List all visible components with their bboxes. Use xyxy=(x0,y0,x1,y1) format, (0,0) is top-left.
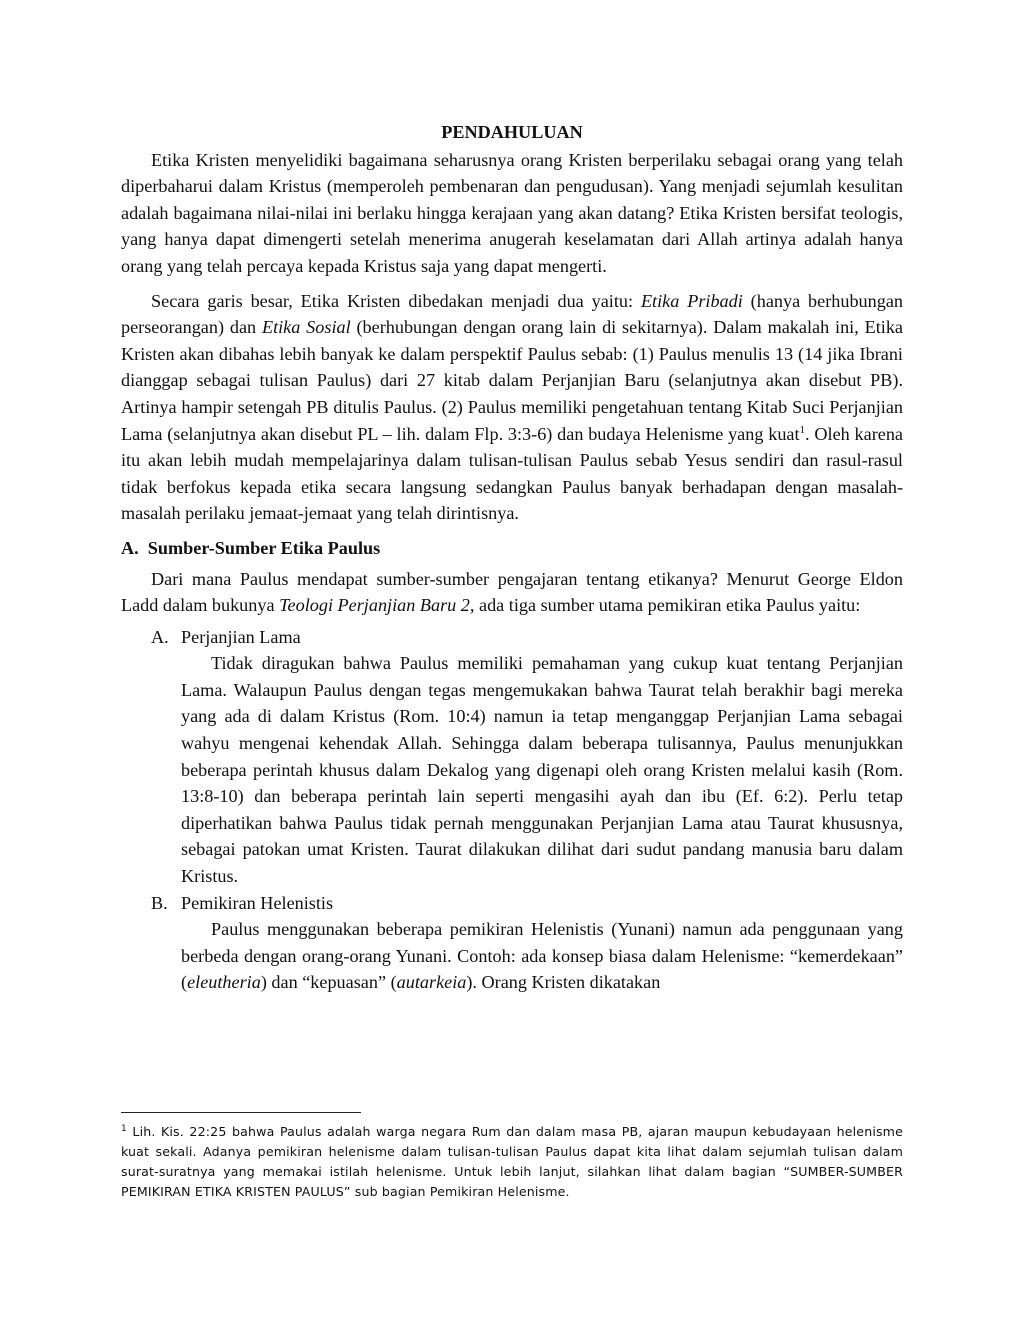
list-item-title: Pemikiran Helenistis xyxy=(181,892,334,913)
text-run: Secara garis besar, Etika Kristen dibedakan menjadi dua yaitu: xyxy=(151,290,641,311)
text-run: (hanya berhubungan perseorangan) dan xyxy=(121,290,904,338)
intro-paragraph-2 xyxy=(121,288,903,527)
list-item-paragraph: Tidak diragukan bahwa Paulus memiliki pemahaman yang cukup kuat tentang Perjanjian Lama. Walaupun Paulus dengan tegas mengemukakan bahwa Taurat telah berakhir bagi mereka yang ada di dalam Kristus (Rom. 10:4) namun ia tetap menganggap Perjanjian Lama sebagai wahyu mengenai kehendak Allah. Sehingga dalam beberapa tulisannya, Paulus menunjukkan beberapa perintah khusus dalam Dekalog yang digenapi oleh orang Kristen melalui kasih (Rom. 13:8-10) dan beberapa perintah lain seperti mengasihi ayah dan ibu (Ef. 6:2). Perlu tetap diperhatikan bahwa Paulus tidak pernah menggunakan Perjanjian Lama atau Taurat khususnya, sebagai patokan umat Kristen. Taurat dilakukan dilihat dari sudut pandang manusia baru dalam Kristus. xyxy=(181,653,903,887)
text-run: (berhubungan dengan orang lain di sekitarnya). Dalam makalah ini, Etika Kristen akan dibahas lebih banyak ke dalam perspektif Paulus sebab: (1) Paulus menulis 13 (14 jika Ibrani dianggap sebagai tulisan Paulus) dari 27 kitab dalam Perjanjian Baru (selanjutnya akan disebut PB). Artinya hampir setengah PB ditulis Paulus. (2) Paulus memiliki pengetahuan tentang Kitab Suci Perjanjian Lama (selanjutnya akan disebut PL – lih. dalam Flp. 3:3-6) dan budaya Helenisme yang kuat xyxy=(121,317,903,444)
list-item-title: Perjanjian Lama xyxy=(181,626,301,647)
book-title: Teologi Perjanjian Baru 2 xyxy=(279,595,470,616)
list-item-heading xyxy=(151,624,903,651)
page-content xyxy=(121,119,903,996)
list-marker: A. xyxy=(151,626,169,647)
text-run: ) dan “kepuasan” ( xyxy=(260,972,397,993)
italic-term: Etika Pribadi xyxy=(640,290,743,311)
greek-term: autarkeia xyxy=(396,972,467,993)
page-title: PENDAHULUAN xyxy=(441,122,583,142)
list-marker: B. xyxy=(151,892,168,913)
italic-term: Etika Sosial xyxy=(261,317,351,338)
source-list xyxy=(151,624,903,996)
list-item-paragraph xyxy=(181,916,903,996)
text-run: . Oleh karena itu akan lebih mudah mempelajarinya dalam tulisan-tulisan Paulus sebab Yesus sendiri dan rasul-rasul tidak berfokus kepada etika secara langsung sedangkan Paulus banyak berhadapan dengan masalah-masalah perilaku jemaat-jemaat yang telah dirintisnya. xyxy=(121,423,903,524)
list-item-heading xyxy=(151,890,903,917)
text-run: Paulus menggunakan beberapa pemikiran Helenistis (Yunani) namun ada penggunaan yang berbeda dengan orang-orang Yunani. Contoh: ada konsep biasa dalam Helenisme: “kemerdekaan” ( xyxy=(181,919,903,993)
list-item-body xyxy=(151,650,903,889)
greek-term: eleutheria xyxy=(187,972,261,993)
footnote xyxy=(121,1122,903,1202)
text-run: Dari mana Paulus mendapat sumber-sumber pengajaran tentang etikanya? Menurut George Eldon Ladd dalam bukunya xyxy=(121,568,903,616)
footnote-text: Lih. Kis. 22:25 bahwa Paulus adalah warga negara Rum dan dalam masa PB, ajaran maupun kebudayaan helenisme kuat sekali. Adanya pemikiran helenisme dalam tulisan-tulisan Paulus dapat kita lihat dalam sejumlah tulisan dalam surat-suratnya yang memakai istilah helenisme. Untuk lebih lanjut, silahkan lihat dalam bagian “SUMBER-SUMBER PEMIKIRAN ETIKA KRISTEN PAULUS” sub bagian Pemikiran Helenisme. xyxy=(121,1124,903,1199)
list-item-body xyxy=(151,916,903,996)
section-title: Sumber-Sumber Etika Paulus xyxy=(147,537,381,558)
section-paragraph xyxy=(121,566,903,619)
text-run: ). Orang Kristen dikatakan xyxy=(466,972,661,993)
footnote-number: 1 xyxy=(121,1123,127,1134)
footnote-separator xyxy=(121,1112,361,1113)
section-marker: A. xyxy=(121,537,139,558)
footnote-reference[interactable]: 1 xyxy=(799,423,806,436)
section-heading xyxy=(121,535,903,562)
intro-paragraph-1: Etika Kristen menyelidiki bagaimana seharusnya orang Kristen berperilaku sebagai orang yang telah diperbaharui dalam Kristus (memperoleh pembenaran dan pengudusan). Yang menjadi sejumlah kesulitan adalah bagaimana nilai-nilai ini berlaku hingga kerajaan yang akan datang? Etika Kristen bersifat teologis, yang hanya dapat dimengerti setelah menerima anugerah keselamatan dari Allah artinya adalah hanya orang yang telah percaya kepada Kristus saja yang dapat mengerti. xyxy=(121,149,903,276)
text-run: , ada tiga sumber utama pemikiran etika Paulus yaitu: xyxy=(469,595,861,616)
